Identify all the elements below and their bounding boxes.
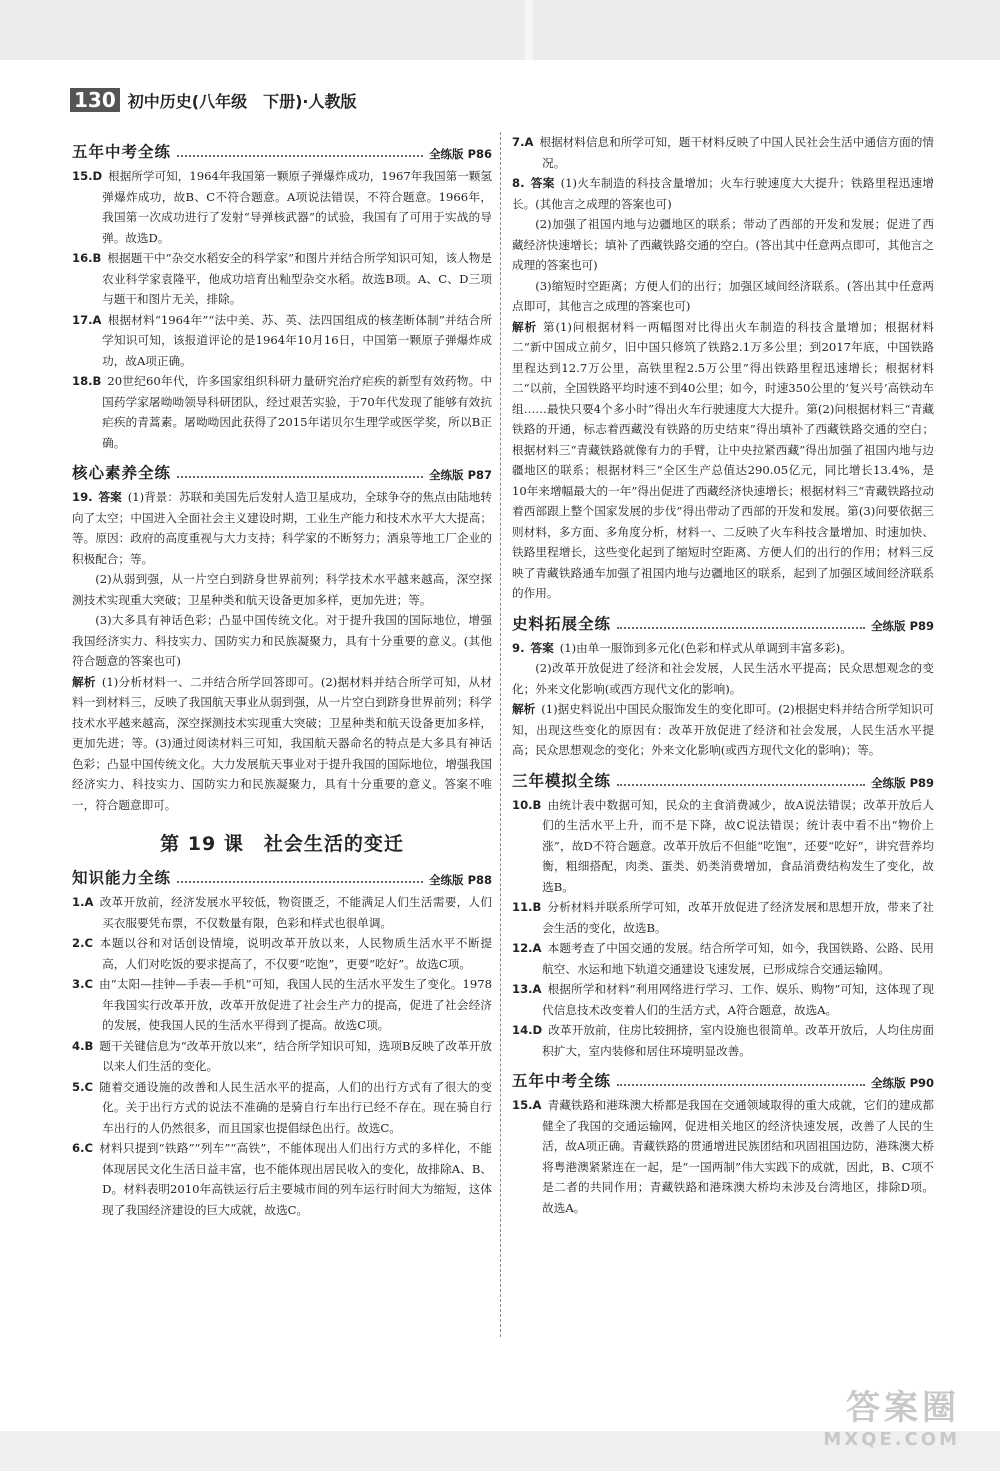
section-page-ref: 全练版 P86 — [429, 147, 492, 161]
answer-number: 8. — [512, 176, 525, 190]
section-header-five-year-exam-2 — [512, 1069, 934, 1091]
answer-number: 19. — [72, 490, 93, 504]
answer-text: 本题以谷和对话创设情境，说明改革开放以来，人民物质生活水平不断提高，人们对吃饭的要求提高了，不仅要“吃饱”，更要“吃好”。故选C项。 — [98, 936, 492, 971]
section-title: 核心素养全练 — [72, 464, 172, 482]
answer-text: 分析材料并联系所学可知，改革开放促进了经济发展和思想开放，带来了社会生活的变化，故选B。 — [542, 900, 934, 935]
answer-number: 9. — [512, 640, 525, 655]
answer-number: 7.A — [512, 135, 534, 149]
answer-text: (2)改革开放促进了经济和社会发展，人民生活水平提高；民众思想观念的变化；外来文化影响(或西方现代文化的影响)。 — [512, 661, 934, 696]
answer-text: (3)大多具有神话色彩；凸显中国传统文化。对于提升我国的国际地位，增强我国经济实力、科技实力、国防实力和民族凝聚力，具有十分重要的意义。(其他符合题意的答案也可) — [72, 613, 492, 668]
section-page-ref: 全练版 P90 — [871, 1076, 934, 1090]
answer-label: 答案 — [530, 176, 555, 190]
answer-text: 改革开放前，经济发展水平较低，物资匮乏，不能满足人们生活需要，人们买衣服要凭布票，不仅数量有限，色彩和样式也很单调。 — [99, 895, 492, 930]
watermark-logo — [823, 1380, 960, 1450]
answer-text: 由统计表中数据可知，民众的主食消费减少，故A说法错误；改革开放后人们的生活水平上升，而不是下降，故C说法错误；统计表中看不出“物价上涨”，故D不符合题意。改革开放后不但能“吃饱”，还要“吃好”，讲究营养均衡，粗细搭配，肉类、蛋类、奶类消费增加，食品消费结构发生了变化，故选B。 — [542, 797, 934, 894]
answer-item — [72, 166, 492, 248]
answer-item — [72, 248, 492, 310]
section-header-historical-material — [512, 612, 934, 634]
answer-item — [512, 1020, 934, 1061]
answer-text: 改革开放前，住房比较拥挤，室内设施也很简单。改革开放后，人均住房面积扩大，室内装修和居住环境明显改善。 — [542, 1023, 934, 1058]
answer-text: (2)从弱到强，从一片空白到跻身世界前列；科学技术水平越来越高，深空探测技术实现重大突破；卫星种类和航天设备更加多样，更加先进；等。 — [72, 572, 492, 607]
answer-item — [512, 1095, 934, 1218]
answer-number: 15.A — [512, 1098, 542, 1112]
answer-number: 4.B — [72, 1038, 94, 1053]
answer-item — [512, 938, 934, 979]
answer-number: 12.A — [512, 941, 542, 955]
answer-item — [72, 1138, 492, 1220]
book-title: 初中历史(八年级 下册)·人教版 — [127, 91, 357, 111]
section-leader-dots — [177, 476, 423, 478]
analysis-label: 解析 — [512, 319, 537, 334]
answer-number: 16.B — [72, 251, 102, 265]
answer-item — [72, 310, 492, 372]
right-column — [512, 132, 934, 1218]
section-leader-dots — [177, 155, 423, 157]
answer-item — [512, 979, 934, 1020]
answer-item — [72, 371, 492, 453]
answer-item — [72, 974, 492, 1036]
answer-text: 根据题干中“杂交水稻安全的科学家”和图片并结合所学知识可知，该人物是农业科学家袁隆平，他成功培育出籼型杂交水稻。故选B项。A、C、D三项与题干和图片无关，排除。 — [102, 251, 492, 306]
section-title: 五年中考全练 — [72, 143, 172, 161]
answer-item — [512, 132, 934, 173]
analysis-text: 第(1)问根据材料一两幅图对比得出火车制造的科技含量增加；根据材料二“新中国成立前夕，旧中国只修筑了铁路2.1万多公里；到2017年底，中国铁路里程达到12.7万公里，高铁里程2.5万公里”得出铁路里程迅速增长；根据材料二“以前，全国铁路平均时速不到40公里；如今，时速350公里的‘复兴号’高铁动车组……最快只要4个多小时”得出火车行驶速度大大提升。第(2)问根据材料三“青藏铁路的开通，标志着西藏没有铁路的历史结束”得出填补了西藏铁路交通的空白；根据材料三“青藏铁路就像有力的手臂，让中央拉紧西藏”得出加强了祖国内地与边疆地区的联系；根据材料三“全区生产总值达290.05亿元，同比增长13.4%，是10年来增幅最大的一年”得出促进了西藏经济快速增长；根据材料三“青藏铁路拉动着西部跟上整个国家发展的步伐”得出带动了西部的开发和发展。第(3)问要依据三则材料，多方面、多角度分析，材料一、二反映了火车科技含量增加、时速加快、铁路里程增长，这些变化起到了缩短时空距离、方便人们的出行的作用；材料三反映了青藏铁路通车加强了祖国内地与边疆地区的联系，起到了加强区域间经济联系的作用。 — [512, 319, 934, 600]
top-band-notch — [525, 0, 533, 60]
analysis-text: (1)据史料说出中国民众服饰发生的变化即可。(2)根据史料并结合所学知识可知，出现这些变化的原因有：改革开放促进了经济和社会发展，人民生活水平提高；民众思想观念的变化；外来文化影响(或西方现代文化的影响)；等。 — [512, 702, 934, 757]
answer-item — [512, 173, 934, 214]
answer-text: 根据所学可知，1964年我国第一颗原子弹爆炸成功，1967年我国第一颗氢弹爆炸成功，故B、C不符合题意。A项说法错误，不符合题意。1966年，我国第一次成功进行了发射“导弹核武器”的试验，我国有了可用于实战的导弹。故选D。 — [102, 169, 492, 245]
section-header-three-year-mock — [512, 769, 934, 791]
answer-text: 由“太阳—挂钟—手表—手机”可知，我国人民的生活水平发生了变化。1978年我国实行改革开放，改革开放促进了社会生产力的提高，促进了社会经济的发展，使我国人民的生活水平得到了提高。故选C项。 — [98, 977, 492, 1032]
answer-number: 5.C — [72, 1079, 93, 1094]
section-header-core-literacy — [72, 461, 492, 483]
answer-text: 根据材料“1964年”“法中美、苏、英、法四国组成的核垄断体制”并结合所学知识可知，该报道评论的是1964年10月16日，中国第一颗原子弹爆炸成功，故A项正确。 — [102, 312, 492, 368]
answer-item — [512, 638, 934, 659]
watermark-url: MXQE.COM — [823, 1429, 960, 1450]
answer-text: 青藏铁路和港珠澳大桥都是我国在交通领域取得的重大成就，它们的建成都健全了我国的交通运输网，促进相关地区的经济快速发展，改善了人民的生活，故A项正确。青藏铁路的贯通增进民族团结和巩固祖国边防，港珠澳大桥将粤港澳紧紧连在一起，是“一国两制”伟大实践下的成就，因此，B、C项不是二者的共同作用；青藏铁路和港珠澳大桥均未涉及台湾地区，排除D项。故选A。 — [542, 1098, 934, 1215]
answer-text: 根据材料信息和所学可知，题干材料反映了中国人民社会生活中通信方面的情况。 — [539, 135, 934, 170]
answer-item — [72, 1077, 492, 1139]
answer-text: 随着交通设施的改善和人民生活水平的提高，人们的出行方式有了很大的变化。关于出行方式的说法不准确的是骑自行车出行已经不存在。现在骑自行车出行的人仍然很多，而且国家也提倡绿色出行。故选C。 — [98, 1079, 492, 1135]
answer-item — [72, 892, 492, 933]
answer-number: 10.B — [512, 797, 542, 812]
analysis-text: (1)分析材料一、二并结合所学回答即可。(2)据材料并结合所学可知，从材料一到材料三，反映了我国航天事业从弱到强，从一片空白到跻身世界前列；科学技术水平越来越高，深空探测技术实现重大突破；卫星种类和航天设备更加多样，更加先进；等。(3)通过阅读材料三可知，我国航天器命名的特点是大多具有神话色彩；凸显中国传统文化。大力发展航天事业对于提升我国的国际地位，增强我国经济实力、科技实力、国防实力和民族凝聚力，具有十分重要的意义。答案不唯一，符合题意即可。 — [72, 674, 492, 812]
answer-number: 13.A — [512, 982, 542, 996]
section-page-ref: 全练版 P88 — [429, 873, 492, 887]
answer-number: 17.A — [72, 312, 102, 327]
section-leader-dots — [177, 881, 423, 883]
answer-item — [72, 933, 492, 974]
section-leader-dots — [617, 627, 865, 629]
section-header-knowledge — [72, 866, 492, 888]
answer-number: 18.B — [72, 374, 102, 388]
top-scan-band — [0, 0, 1000, 60]
answer-item — [512, 795, 934, 898]
analysis-item — [512, 699, 934, 761]
section-page-ref: 全练版 P87 — [429, 468, 492, 482]
section-page-ref: 全练版 P89 — [871, 775, 934, 790]
answer-number: 6.C — [72, 1141, 93, 1155]
answer-text: 20世纪60年代，许多国家组织科研力量研究治疗疟疾的新型有效药物。中国药学家屠呦呦领导科研团队，经过艰苦实验，于70年代发现了能够有效抗疟疾的青蒿素。屠呦呦因此获得了2015年诺贝尔生理学或医学奖，所以B正确。 — [102, 374, 492, 450]
section-leader-dots — [617, 1084, 865, 1086]
answer-label: 答案 — [530, 640, 554, 655]
analysis-item — [512, 317, 934, 604]
answer-text: (2)加强了祖国内地与边疆地区的联系；带动了西部的开发和发展；促进了西藏经济快速增长；填补了西藏铁路交通的空白。(答出其中任意两点即可，其他言之成理的答案也可) — [512, 217, 934, 272]
section-title: 三年模拟全练 — [512, 771, 612, 790]
section-title: 知识能力全练 — [72, 869, 172, 887]
section-header-five-year-exam — [72, 140, 492, 162]
section-leader-dots — [617, 784, 865, 786]
answer-text: (1)背景：苏联和美国先后发射人造卫星成功，全球争夺的焦点由陆地转向了太空；中国进入全面社会主义建设时期，工业生产能力和技术水平大大提高；等。原因：政府的高度重视与大力支持；科学家的不断努力；酒泉等地工厂企业的积极配合；等。 — [72, 490, 492, 566]
answer-number: 1.A — [72, 895, 94, 909]
column-divider — [500, 132, 501, 1337]
answer-item — [512, 897, 934, 938]
section-page-ref: 全练版 P89 — [871, 618, 934, 633]
answer-number: 3.C — [72, 977, 93, 991]
page-header — [70, 86, 356, 114]
answer-number: 14.D — [512, 1023, 543, 1037]
answer-label: 答案 — [98, 490, 122, 504]
answer-number: 2.C — [72, 936, 93, 950]
answer-item — [72, 1036, 492, 1077]
analysis-item — [72, 672, 492, 816]
left-column — [72, 132, 492, 1220]
section-title: 史料拓展全练 — [512, 614, 612, 633]
section-title: 五年中考全练 — [512, 1072, 612, 1090]
analysis-label: 解析 — [72, 674, 96, 689]
answer-text: 材料只提到“铁路”“列车”“高铁”，不能体现出人们出行方式的多样化，不能体现居民文化生活日益丰富，也不能体现出居民收入的变化，故排除A、B、D。材料表明2010年高铁运行后主要城市间的列车运行时间大为缩短，这体现了我国经济建设的巨大成就，故选C。 — [98, 1141, 492, 1217]
answer-text: 本题考查了中国交通的发展。结合所学可知，如今，我国铁路、公路、民用航空、水运和地下轨道交通建设飞速发展，已形成综合交通运输网。 — [542, 941, 934, 976]
lesson-title: 第 19 课 社会生活的变迁 — [160, 833, 404, 855]
answer-text: 根据所学和材料“利用网络进行学习、工作、娱乐、购物”可知，这体现了现代信息技术改变着人们的生活方式，A符合题意，故选A。 — [542, 982, 934, 1017]
answer-text: (1)由单一服饰到多元化(色彩和样式从单调到丰富多彩)。 — [559, 640, 852, 655]
answer-number: 11.B — [512, 900, 542, 914]
answer-text: (1)火车制造的科技含量增加；火车行驶速度大大提升；铁路里程迅速增长。(其他言之成理的答案也可) — [512, 176, 934, 211]
answer-number: 15.D — [72, 169, 103, 183]
answer-item — [72, 487, 492, 569]
answer-text: 题干关键信息为“改革开放以来”，结合所学知识可知，选项B反映了改革开放以来人们生活的变化。 — [99, 1038, 492, 1073]
analysis-label: 解析 — [512, 702, 536, 716]
answer-text: (3)缩短时空距离；方便人们的出行；加强区域间经济联系。(答出其中任意两点即可，其他言之成理的答案也可) — [512, 278, 934, 313]
page-number: 130 — [70, 88, 120, 112]
watermark-text: 答案圈 — [846, 1388, 960, 1428]
